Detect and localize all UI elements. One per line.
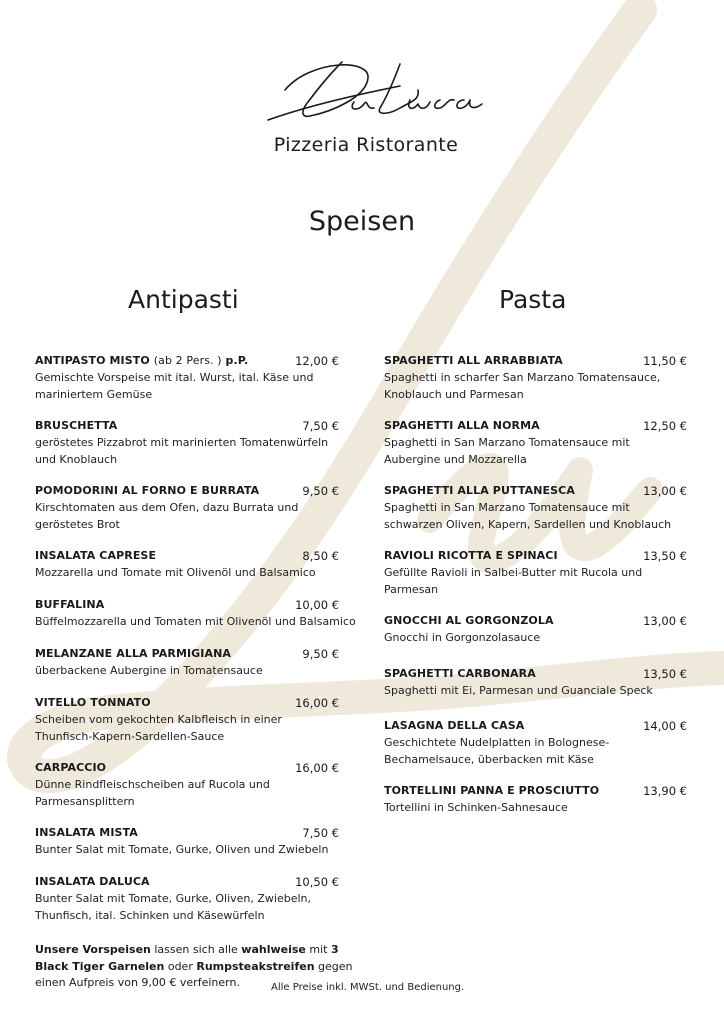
menu-item-description: überbackene Aubergine in Tomatensauce	[35, 664, 263, 677]
menu-item-price: 16,00 €	[295, 761, 339, 775]
menu-item-description: Büffelmozzarella und Tomaten mit Olivenöl und Balsamico	[35, 615, 356, 628]
antipasti-list	[35, 354, 357, 940]
note-part: gegen einen Aufpreis von 9,00 € verfeinern.	[35, 959, 353, 989]
menu-item-header	[35, 826, 357, 841]
menu-item	[35, 696, 357, 761]
menu-item	[384, 419, 689, 484]
menu-item-description: Spaghetti in San Marzano Tomatensauce mit Aubergine und Mozzarella	[384, 436, 630, 466]
menu-item-header	[35, 598, 357, 613]
brand-logo-script	[250, 50, 490, 130]
menu-item-name: CARPACCIO	[35, 761, 107, 774]
menu-item	[35, 875, 357, 940]
menu-item-header	[384, 719, 689, 734]
menu-item	[384, 614, 689, 667]
menu-item-price: 9,50 €	[302, 647, 339, 661]
menu-item-name: GNOCCHI AL GORGONZOLA	[384, 614, 554, 627]
menu-item-name: INSALATA MISTA	[35, 826, 138, 839]
menu-item-header	[384, 484, 689, 499]
menu-item	[35, 419, 357, 484]
note-part: Unsere Vorspeisen	[35, 943, 151, 956]
menu-item-description: Spaghetti mit Ei, Parmesan und Guanciale Speck	[384, 684, 653, 697]
menu-item-description: Spaghetti in San Marzano Tomatensauce mit schwarzen Oliven, Kapern, Sardellen und Knoblauch	[384, 501, 672, 531]
menu-item-name: RAVIOLI RICOTTA E SPINACI	[384, 549, 558, 562]
menu-item	[35, 354, 357, 419]
menu-item-header	[384, 419, 689, 434]
pasta-list	[384, 354, 689, 833]
menu-item-header	[384, 667, 689, 682]
menu-item-description: Gnocchi in Gorgonzolasauce	[384, 631, 541, 644]
menu-item	[35, 761, 357, 826]
menu-item-description: Gefüllte Ravioli in Salbei-Butter mit Rucola und Parmesan	[384, 566, 643, 596]
note-part: 3 Black Tiger Garnelen	[35, 943, 339, 973]
menu-item-suffix: p.P.	[225, 354, 249, 367]
menu-item-price: 11,50 €	[643, 354, 687, 368]
menu-item-description: Tortellini in Schinken-Sahnesauce	[384, 801, 568, 814]
menu-item-name: INSALATA CAPRESE	[35, 549, 157, 562]
menu-item-name: SPAGHETTI CARBONARA	[384, 667, 536, 680]
menu-item-name: TORTELLINI PANNA E PROSCIUTTO	[384, 784, 600, 797]
menu-item-name: VITELLO TONNATO	[35, 696, 151, 709]
menu-item-name: LASAGNA DELLA CASA	[384, 719, 525, 732]
menu-item-description: Kirschtomaten aus dem Ofen, dazu Burrata und geröstetes Brot	[35, 501, 299, 531]
menu-item-price: 12,50 €	[643, 419, 687, 433]
menu-item-name: SPAGHETTI ALLA NORMA	[384, 419, 540, 432]
menu-item-qualifier: (ab 2 Pers. )	[153, 354, 222, 367]
brand-subtitle: Pizzeria Ristorante	[273, 134, 459, 156]
menu-item	[384, 549, 689, 614]
menu-item-name-text: ANTIPASTO MISTO	[35, 354, 150, 367]
menu-item-header	[35, 647, 357, 662]
menu-item-price: 16,00 €	[295, 696, 339, 710]
menu-item-price: 10,00 €	[295, 598, 339, 612]
menu-item-price: 13,00 €	[643, 614, 687, 628]
menu-item-description: Gemischte Vorspeise mit ital. Wurst, ital. Käse und mariniertem Gemüse	[35, 371, 314, 401]
menu-item-price: 13,50 €	[643, 667, 687, 681]
menu-item-header	[35, 484, 357, 499]
menu-item	[35, 826, 357, 875]
menu-item-header	[35, 419, 357, 434]
section-title-antipasti: Antipasti	[128, 285, 239, 314]
menu-item-description: Geschichtete Nudelplatten in Bolognese- Bechamelsauce, überbacken mit Käse	[384, 736, 610, 766]
menu-item-description: geröstetes Pizzabrot mit marinierten Tomatenwürfeln und Knoblauch	[35, 436, 329, 466]
menu-item-description: Bunter Salat mit Tomate, Gurke, Oliven, Zwiebeln, Thunfisch, ital. Schinken und Käsewürfeln	[35, 892, 312, 922]
menu-item	[384, 719, 689, 784]
menu-item-description: Spaghetti in scharfer San Marzano Tomatensauce, Knoblauch und Parmesan	[384, 371, 661, 401]
menu-item-name: INSALATA DALUCA	[35, 875, 150, 888]
menu-item	[35, 598, 357, 647]
note-part: oder	[164, 959, 197, 973]
note-part: Rumpsteakstreifen	[196, 959, 315, 973]
menu-item-price: 10,50 €	[295, 875, 339, 889]
section-title-pasta: Pasta	[499, 285, 567, 314]
menu-item-name: BUFFALINA	[35, 598, 105, 611]
menu-item-name: SPAGHETTI ALLA PUTTANESCA	[384, 484, 575, 497]
menu-item-description: Bunter Salat mit Tomate, Gurke, Oliven und Zwiebeln	[35, 843, 329, 856]
note-part: lassen sich alle	[150, 943, 242, 956]
menu-item-price: 7,50 €	[302, 419, 339, 433]
menu-item	[35, 484, 357, 549]
menu-item-header	[35, 696, 357, 711]
menu-item	[35, 647, 357, 696]
menu-item-name: MELANZANE ALLA PARMIGIANA	[35, 647, 232, 660]
menu-item-header	[35, 354, 357, 369]
menu-item	[384, 354, 689, 419]
menu-item-header	[384, 549, 689, 564]
menu-item	[384, 784, 689, 833]
menu-item-name: SPAGHETTI ALL ARRABBIATA	[384, 354, 563, 367]
menu-item-header	[35, 875, 357, 890]
menu-item-price: 12,00 €	[295, 354, 339, 368]
menu-item-name: BRUSCHETTA	[35, 419, 118, 432]
note-part: wahlweise	[241, 943, 306, 956]
menu-item	[35, 549, 357, 598]
menu-item-name	[35, 354, 248, 367]
menu-item-header	[384, 354, 689, 369]
menu-item-description: Dünne Rindfleischscheiben auf Rucola und Parmesansplittern	[35, 778, 270, 808]
page-title: Speisen	[308, 206, 416, 237]
note-part: mit	[305, 943, 331, 956]
menu-item-price: 13,50 €	[643, 549, 687, 563]
menu-item-header	[384, 614, 689, 629]
menu-item-price: 9,50 €	[302, 484, 339, 498]
menu-item	[384, 667, 689, 719]
menu-item-header	[35, 549, 357, 564]
menu-item-name: POMODORINI AL FORNO E BURRATA	[35, 484, 260, 497]
menu-item	[384, 484, 689, 549]
menu-item-description: Mozzarella und Tomate mit Olivenöl und Balsamico	[35, 566, 316, 579]
menu-item-price: 7,50 €	[302, 826, 339, 840]
price-disclaimer: Alle Preise inkl. MWSt. und Bedienung.	[271, 982, 465, 993]
menu-item-header	[384, 784, 689, 799]
menu-item-header	[35, 761, 357, 776]
menu-item-price: 13,00 €	[643, 484, 687, 498]
menu-item-price: 13,90 €	[643, 784, 687, 798]
menu-item-description: Scheiben vom gekochten Kalbfleisch in einer Thunfisch-Kapern-Sardellen-Sauce	[35, 713, 282, 743]
menu-item-price: 8,50 €	[302, 549, 339, 563]
menu-item-price: 14,00 €	[643, 719, 687, 733]
